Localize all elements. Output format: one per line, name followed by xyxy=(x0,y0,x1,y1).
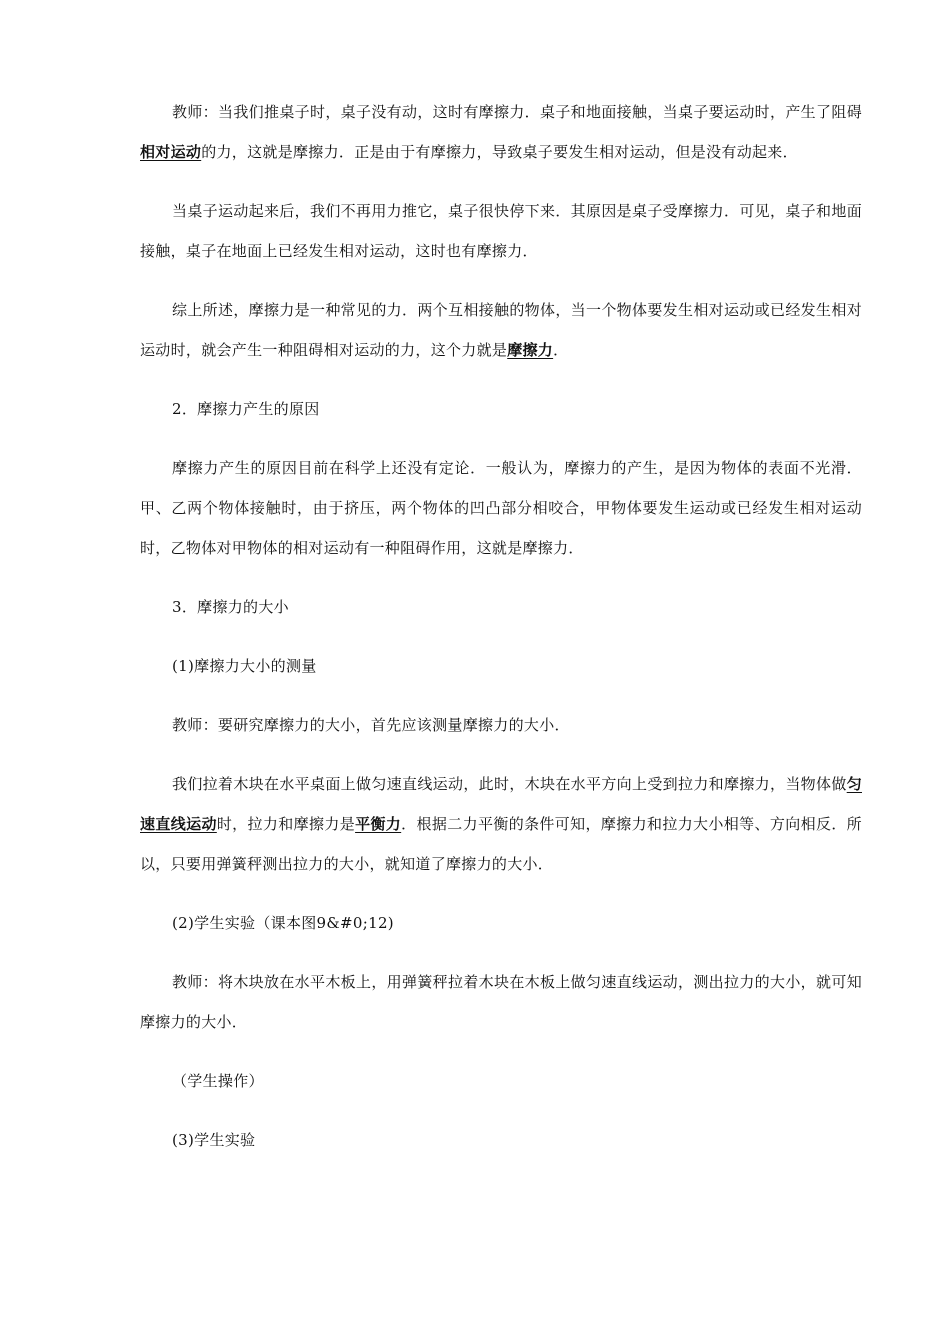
note-student-operation: （学生操作） xyxy=(172,1072,264,1090)
text-segment: 的力，这就是摩擦力．正是由于有摩擦力，导致桌子要发生相对运动，但是没有动起来． xyxy=(201,143,798,161)
section-heading-magnitude: 3．摩擦力的大小 xyxy=(172,598,289,616)
paragraph-summary-definition xyxy=(140,290,862,370)
subheading-student-experiment-3: (3)学生实验 xyxy=(172,1131,256,1149)
document-page xyxy=(140,92,862,1160)
paragraph-teacher-measure: 教师：要研究摩擦力的大小，首先应该测量摩擦力的大小． xyxy=(172,716,570,734)
paragraph-teacher-experiment: 教师：将木块放在水平木板上，用弹簧秤拉着木块在木板上做匀速直线运动，测出拉力的大小，就可知摩擦力的大小． xyxy=(140,973,862,1031)
keyword-relative-motion: 相对运动 xyxy=(140,143,202,161)
section-heading-cause: 2．摩擦力产生的原因 xyxy=(172,400,320,418)
subheading-student-experiment-2: (2)学生实验（课本图9&#0;12) xyxy=(172,914,394,932)
keyword-balanced-force: 平衡力 xyxy=(355,815,402,833)
text-segment: ． xyxy=(553,341,569,359)
text-segment: 时，拉力和摩擦力是 xyxy=(216,815,356,833)
keyword-uniform-linear-motion: 匀速直线运动 xyxy=(140,775,862,833)
paragraph-teacher-table-push xyxy=(140,92,862,172)
keyword-friction: 摩擦力 xyxy=(507,341,554,359)
subheading-measurement: (1)摩擦力大小的测量 xyxy=(172,657,317,675)
text-segment: 综上所述，摩擦力是一种常见的力．两个互相接触的物体，当一个物体要发生相对运动或已经发生相对运动时，就会产生一种阻碍相对运动的力，这个力就是 xyxy=(140,301,862,359)
paragraph-uniform-motion xyxy=(140,764,862,884)
text-segment: ．根据二力平衡的条件可知，摩擦力和拉力大小相等、方向相反．所以，只要用弹簧秤测出拉力的大小，就知道了摩擦力的大小． xyxy=(140,815,862,873)
paragraph-table-stops: 当桌子运动起来后，我们不再用力推它，桌子很快停下来．其原因是桌子受摩擦力．可见，桌子和地面接触，桌子在地面上已经发生相对运动，这时也有摩擦力． xyxy=(140,202,862,260)
text-segment: 教师：当我们推桌子时，桌子没有动，这时有摩擦力．桌子和地面接触，当桌子要运动时，产生了阻碍 xyxy=(172,103,862,121)
paragraph-cause: 摩擦力产生的原因目前在科学上还没有定论．一般认为，摩擦力的产生，是因为物体的表面不光滑．甲、乙两个物体接触时，由于挤压，两个物体的凹凸部分相咬合，甲物体要发生运动或已经发生相对运动时，乙物体对甲物体的相对运动有一种阻碍作用，这就是摩擦力． xyxy=(140,459,862,557)
text-segment: 我们拉着木块在水平桌面上做匀速直线运动，此时，木块在水平方向上受到拉力和摩擦力，当物体做 xyxy=(172,775,847,793)
